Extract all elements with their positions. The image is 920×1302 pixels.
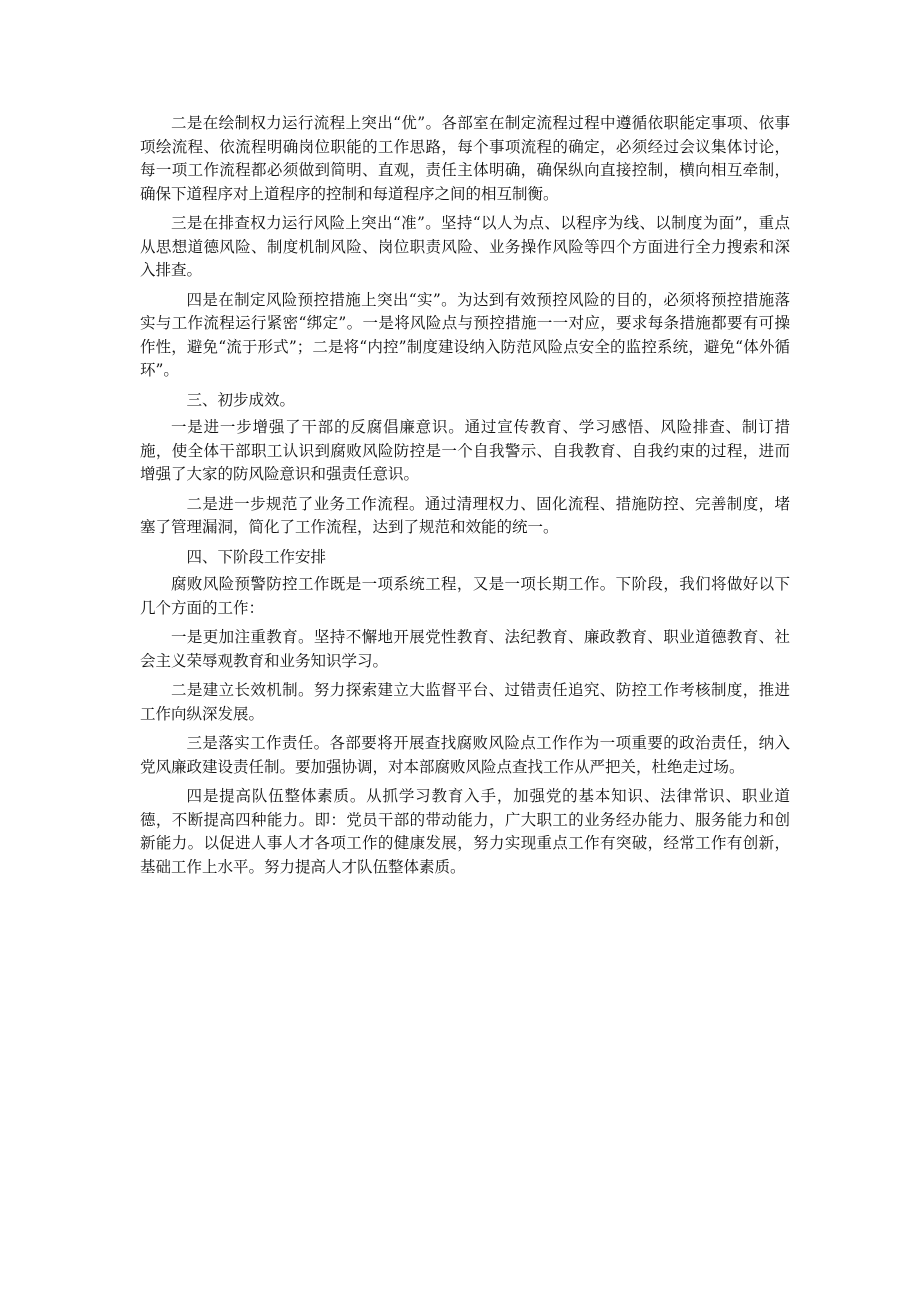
- paragraph-anti-corruption-awareness: 一是进一步增强了干部的反腐倡廉意识。通过宣传教育、学习感悟、风险排查、制订措施，使全体干部职工认识到腐败风险防控是一个自我警示、自我教育、自我约束的过程，进而增强了大家的防风险意识和强责任意识。: [140, 418, 790, 483]
- document-body: [140, 112, 790, 885]
- paragraph-long-term-mechanism: 二是建立长效机制。努力探索建立大监督平台、过错责任追究、防控工作考核制度，推进工作向纵深发展。: [140, 681, 790, 723]
- paragraph-risk-screening: 三是在排查权力运行风险上突出“准”。坚持“以人为点、以程序为线、以制度为面”，重点从思想道德风险、制度机制风险、岗位职责风险、业务操作风险等四个方面进行全力搜索和深入排查。: [140, 214, 790, 279]
- paragraph-education: 一是更加注重教育。坚持不懈地开展党性教育、法纪教育、廉政教育、职业道德教育、社会主义荣辱观教育和业务知识学习。: [140, 628, 790, 670]
- paragraph-flow-optimization: 二是在绘制权力运行流程上突出“优”。各部室在制定流程过程中遵循依职能定事项、依事项绘流程、依流程明确岗位职能的工作思路，每个事项流程的确定，必须经过会议集体讨论，每一项工作流程都必须做到简明、直观，责任主体明确，确保纵向直接控制，横向相互牵制，确保下道程序对上道程序的控制和每道程序之间的相互制衡。: [140, 114, 790, 203]
- section-heading-initial-results: 三、初步成效。: [186, 390, 296, 409]
- paragraph-workflow-standardization: 二是进一步规范了业务工作流程。通过清理权力、固化流程、措施防控、完善制度，堵塞了管理漏洞，简化了工作流程，达到了规范和效能的统一。: [140, 494, 790, 536]
- paragraph-risk-control-measures: 四是在制定风险预控措施上突出“实”。为达到有效预控风险的目的，必须将预控措施落实与工作流程运行紧密“绑定”。一是将风险点与预控措施一一对应，要求每条措施都要有可操作性，避免“流于形式”；二是将“内控”制度建设纳入防范风险点安全的监控系统，避免“体外循环”。: [140, 290, 790, 379]
- paragraph-work-responsibility: 三是落实工作责任。各部要将开展查找腐败风险点工作作为一项重要的政治责任，纳入党风廉政建设责任制。要加强协调，对本部腐败风险点查找工作从严把关，杜绝走过场。: [140, 734, 790, 776]
- section-heading-next-steps: 四、下阶段工作安排: [186, 547, 327, 566]
- paragraph-next-steps-intro: 腐败风险预警防控工作既是一项系统工程，又是一项长期工作。下阶段，我们将做好以下几个方面的工作：: [140, 575, 790, 617]
- paragraph-team-quality: 四是提高队伍整体素质。从抓学习教育入手，加强党的基本知识、法律常识、职业道德，不断提高四种能力。即：党员干部的带动能力，广大职工的业务经办能力、服务能力和创新能力。以促进人事人才各项工作的健康发展，努力实现重点工作有突破，经常工作有创新，基础工作上水平。努力提高人才队伍整体素质。: [140, 787, 790, 876]
